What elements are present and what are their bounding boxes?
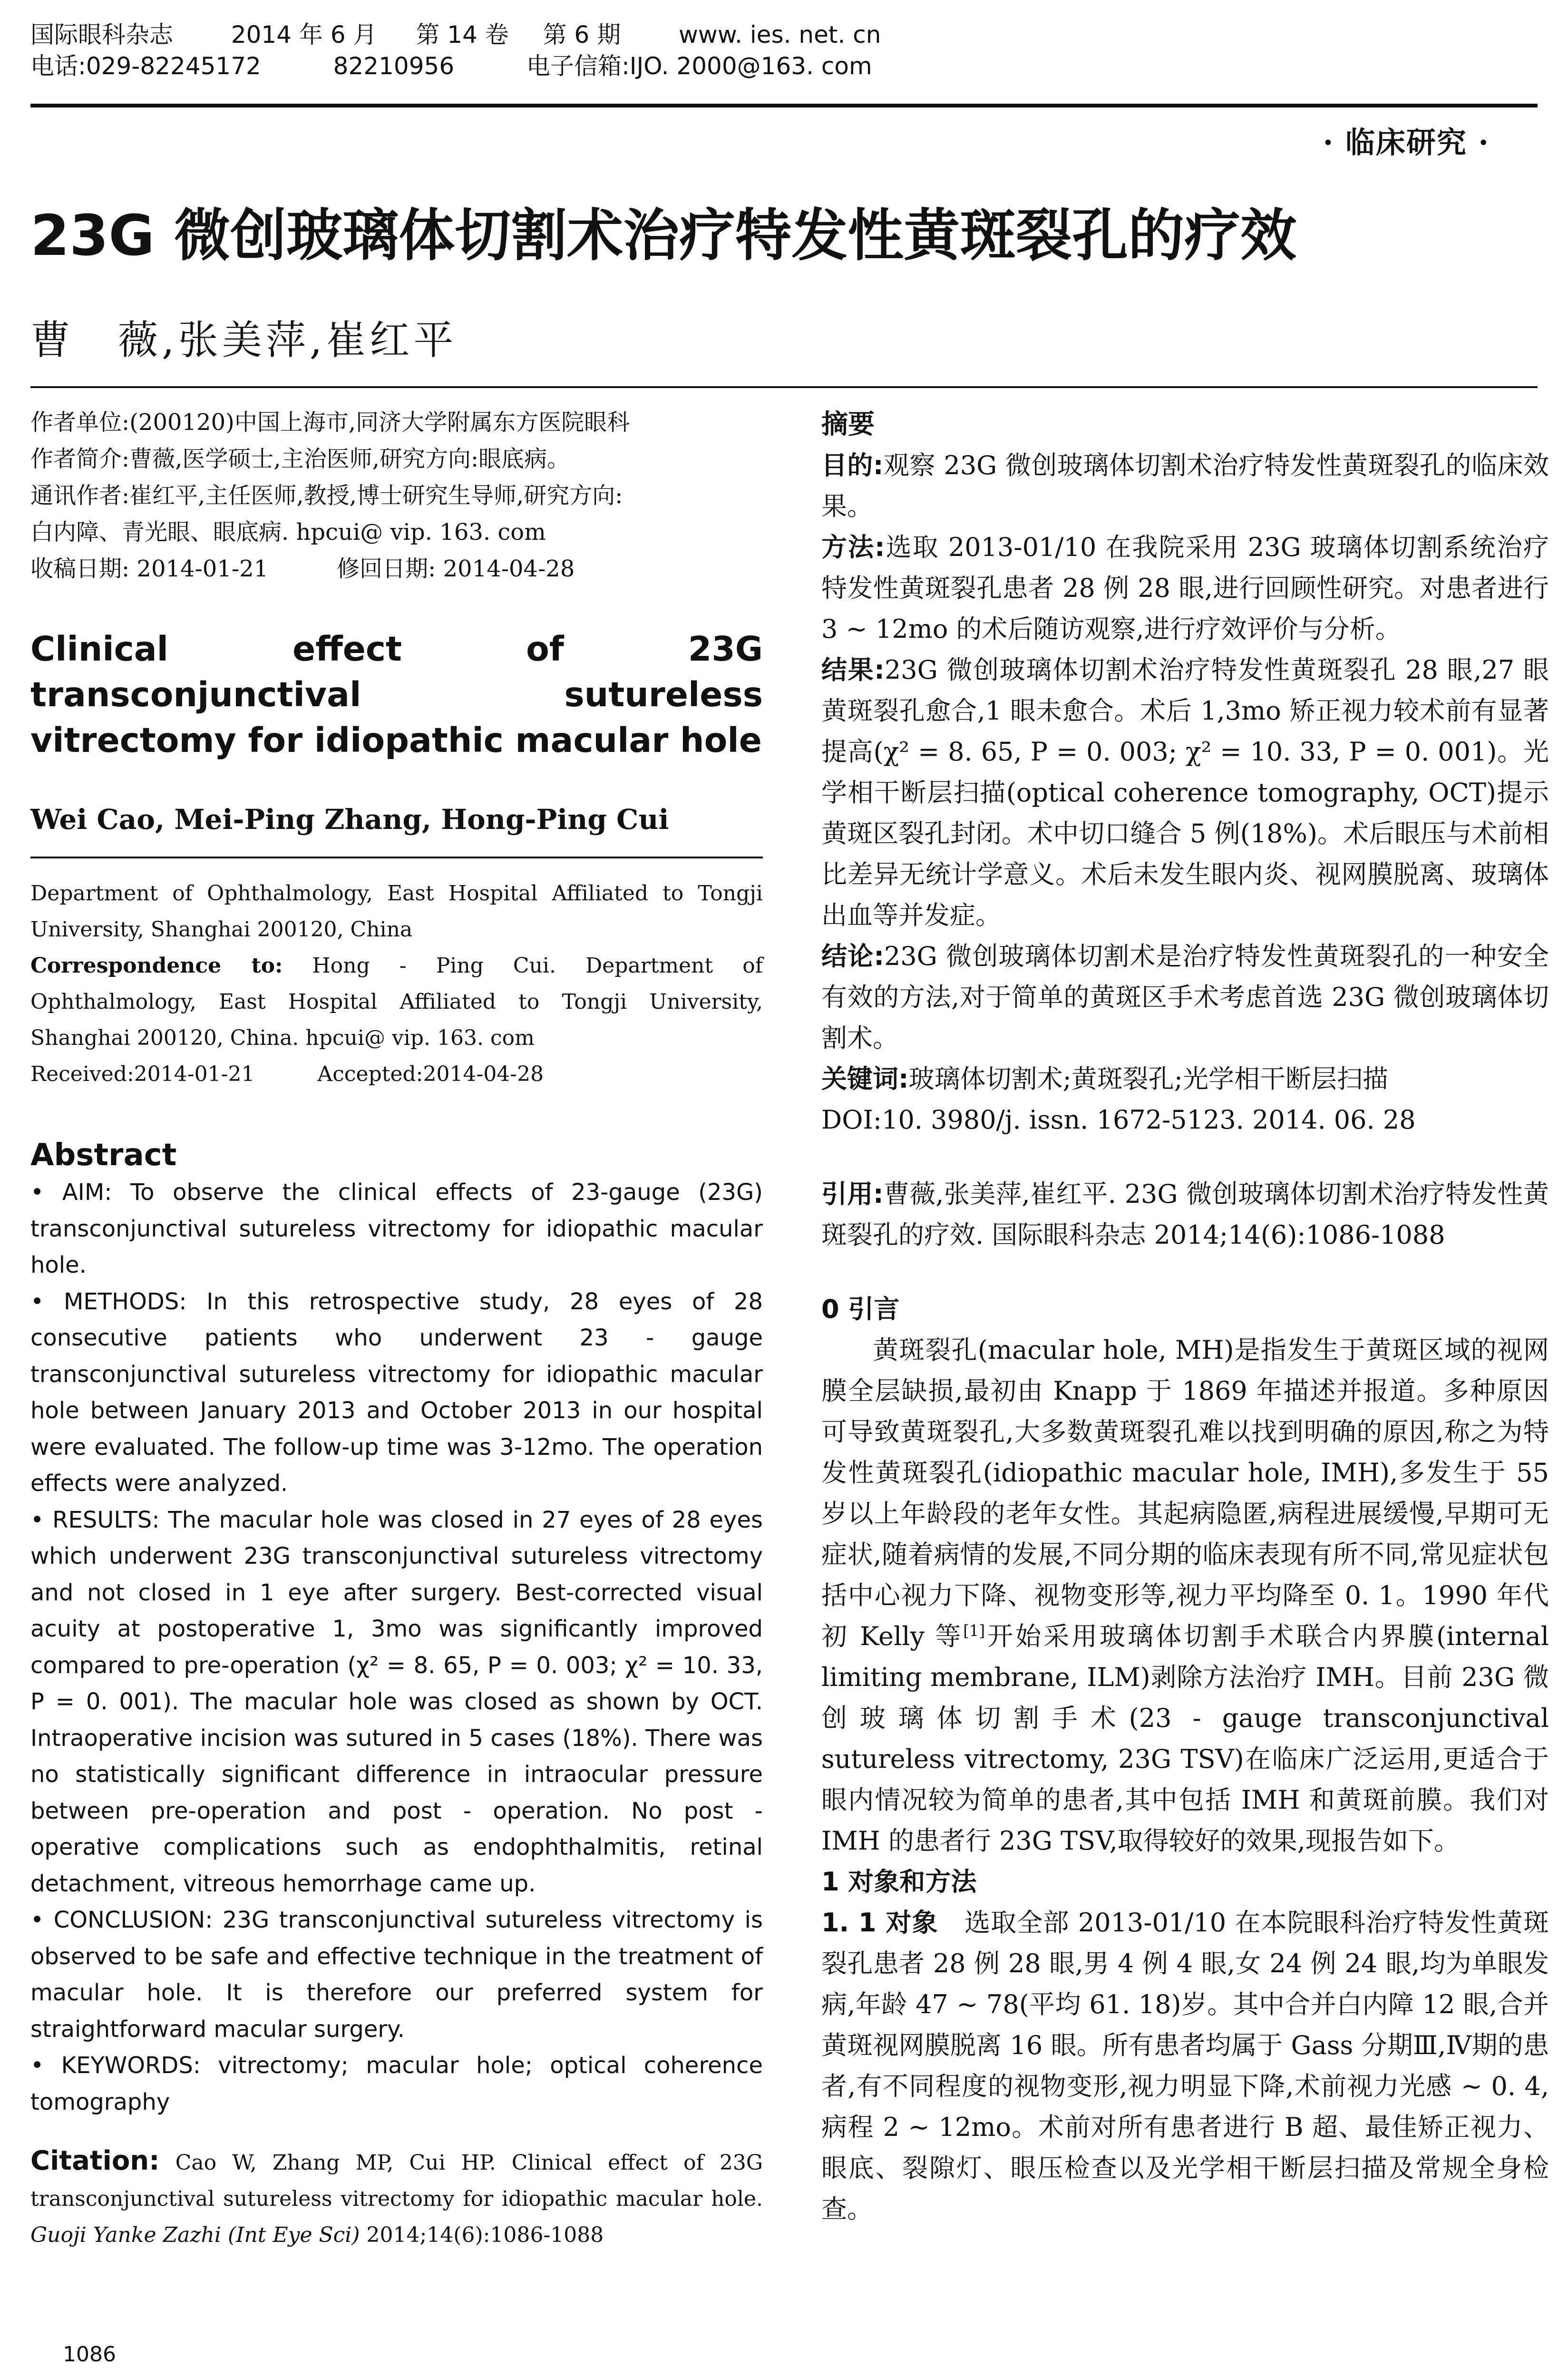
conclusion-text: 23G 微创玻璃体切割术是治疗特发性黄斑裂孔的一种安全有效的方法,对于简单的黄斑区手术考虑首选 23G 微创玻璃体切割术。 [821,941,1549,1053]
doi: DOI:10. 3980/j. issn. 1672-5123. 2014. 06. 28 [821,1105,1416,1135]
article-title: 23G 微创玻璃体切割术治疗特发性黄斑裂孔的疗效 [30,203,1297,268]
abstract-keywords: • KEYWORDS: vitrectomy; macular hole; optical coherence tomography [30,2052,763,2115]
keywords-label: 关键词: [821,1064,909,1094]
english-authors: Wei Cao, Mei-Ping Zhang, Hong-Ping Cui [30,803,669,836]
abstract-results: • RESULTS: The macular hole was closed in 27 eyes of 28 eyes which underwent 23G transconjunctival sutureless vitrectomy and not closed in 1 eye after surgery. Best-corrected visual acuity at postoperative 1, 3mo was significantly improved compared to pre-operation (χ² = 8. 65, P = 0. 003; χ² = 10. 33, P = 0. 001). The macular hole was closed as shown by OCT. Intraoperative incision was sutured in 5 cases (18%). There was no statistically significant difference in intraocular pressure between pre-operation and post - operation. No post - operative complications such as endophthalmitis, retinal detachment, vitreous hemorrhage came up. [30,1506,763,1897]
intro-reference[interactable]: [1] [963,1622,985,1640]
left-column [30,404,763,2253]
citation-en [30,2143,763,2253]
subjects-text: 选取全部 2013-01/10 在本院眼科治疗特发性黄斑裂孔患者 28 例 28 眼,男 4 例 4 眼,女 24 例 24 眼,均为单眼发病,年龄 47 ~ 78(平均 61. 18)岁。其中合并白内障 12 眼,合并黄斑视网膜脱离 16 眼。所有患者均属于 Gass 分期Ⅲ,Ⅳ期的患者,有不同程度的视物变形,视力明显下降,术前视力光感 ~ 0. 4,病程 2 ~ 12mo。术前对所有患者进行 B 超、最佳矫正视力、眼底、裂隙灯、眼压检查以及光学相干断层扫描及常规全身检查。 [821,1908,1549,2224]
intro-text-2: 开始采用玻璃体切割手术联合内界膜(internal limiting membrane, ILM)剥除方法治疗 IMH。目前 23G 微创玻璃体切割手术(23 - gauge transconjunctival sutureless vitrectomy, 23G TSV)在临床广泛运用,更适合于眼内情况较为简单的患者,其中包括 IMH 和黄斑前膜。我们对 IMH 的患者行 23G TSV,取得较好的效果,现报告如下。 [821,1621,1549,1856]
citation-journal: Guoji Yanke Zazhi (Int Eye Sci) [30,2223,360,2247]
right-column [821,404,1549,2230]
email[interactable]: 电子信箱:IJO. 2000@163. com [526,52,872,80]
header-line-1 [30,19,1538,50]
method-label: 方法: [821,532,885,562]
phone: 电话:029-82245172 [30,52,261,80]
introduction [821,1289,1549,2230]
abstract-cn-keywords [821,1059,1549,1100]
citation-cn-label: 引用: [821,1179,884,1209]
received-date-cn: 收稿日期: 2014-01-21 修回日期: 2014-04-28 [30,555,575,582]
correspondence-en [30,948,763,1056]
citation-tail: 2014;14(6):1086-1088 [360,2223,604,2247]
intro-paragraph [821,1330,1549,1861]
author-bio-cn: 作者简介:曹薇,医学硕士,主治医师,研究方向:眼底病。 [30,446,570,472]
english-title: Clinical effect of 23G transconjunctival sutureless vitrectomy for idiopathic macular hole [30,629,763,760]
result-text: 23G 微创玻璃体切割术治疗特发性黄斑裂孔 28 眼,27 眼黄斑裂孔愈合,1 眼未愈合。术后 1,3mo 矫正视力较术前有显著提高(χ² = 8. 65, P = 0. 003; χ² = 10. 33, P = 0. 001)。光学相干断层扫描(optical coherence tomography, OCT)提示黄斑区裂孔封闭。术中切口缝合 5 例(18%)。术后眼压与术前相比差异无统计学意义。术后未发生眼内炎、视网膜脱离、玻璃体出血等并发症。 [821,655,1549,930]
journal-name: 国际眼科杂志 [30,21,173,49]
abstract-methods: • METHODS: In this retrospective study, 28 eyes of 28 consecutive patients who underwent 23 - gauge transconjunctival sutureless vitrectomy for idiopathic macular hole between January 2013 and October 2013 in our hospital were evaluated. The follow-up time was 3-12mo. The operation effects were analyzed. [30,1288,763,1497]
citation-text: Cao W, Zhang MP, Cui HP. Clinical effect of 23G transconjunctival sutureless vitrectomy for idiopathic macular hole. [30,2151,763,2211]
intro-heading: 0 引言 [821,1294,900,1324]
volume: 第 14 卷 [416,21,509,49]
citation-label: Citation: [30,2145,160,2176]
abstract-cn-purpose [821,445,1549,527]
header-line-2 [30,50,1538,82]
correspondence-text: Hong - Ping Cui. Department of Ophthalmology, East Hospital Affiliated to Tongji University, Shanghai 200120, China. hpcui@ vip. 163. com [30,954,763,1050]
citation-cn [821,1174,1549,1256]
abstract-aim: • AIM: To observe the clinical effects of 23-gauge (23G) transconjunctival sutureless vitrectomy for idiopathic macular hole. [30,1179,763,1278]
subjects-paragraph [821,1902,1549,2230]
author-info [30,404,763,587]
method-text: 选取 2013-01/10 在我院采用 23G 玻璃体切割系统治疗特发性黄斑裂孔患者 28 例 28 眼,进行回顾性研究。对患者进行 3 ~ 12mo 的术后随访观察,进行疗效评价与分析。 [821,532,1549,644]
abstract-cn-heading: 摘要 [821,409,875,440]
header-rule [30,104,1538,107]
corresponding-author-cn: 通讯作者:崔红平,主任医师,教授,博士研究生导师,研究方向: [30,482,623,509]
website-link[interactable]: www. ies. net. cn [679,21,881,49]
author-affiliation-cn: 作者单位:(200120)中国上海市,同济大学附属东方医院眼科 [30,409,630,436]
subjects-label: 1. 1 对象 [821,1908,938,1938]
affiliation-block [30,876,763,1092]
intro-text-1: 黄斑裂孔(macular hole, MH)是指发生于黄斑区域的视网膜全层缺损,最初由 Knapp 于 1869 年描述并报道。多种原因可导致黄斑裂孔,大多数黄斑裂孔难以找到明确的原因,称之为特发性黄斑裂孔(idiopathic macular hole, IMH),多发生于 55 岁以上年龄段的老年女性。其起病隐匿,病程进展缓慢,早期可无症状,随着病情的发展,不同分期的临床表现有所不同,常见症状包括中心视力下降、视物变形等,视力平均降至 0. 1。1990 年代初 Kelly 等 [821,1335,1549,1651]
abstract-conclusion: • CONCLUSION: 23G transconjunctival sutureless vitrectomy is observed to be safe and effective technique in the treatment of macular hole. It is therefore our preferred system for straightforward macular surgery. [30,1907,763,2043]
methods-heading: 1 对象和方法 [821,1867,977,1897]
conclusion-label: 结论: [821,941,884,971]
purpose-label: 目的: [821,450,884,480]
corresponding-author-cn-2: 白内障、青光眼、眼底病. hpcui@ vip. 163. com [30,519,546,546]
page-number: 1086 [63,2342,116,2367]
phone-2: 82210956 [333,52,455,80]
abstract-cn-result [821,650,1549,936]
abstract-cn-method [821,527,1549,650]
section-tag: · 临床研究 · [1323,125,1490,160]
title-rule [30,386,1538,388]
issue-date: 2014 年 6 月 [231,21,377,49]
correspondence-label: Correspondence to: [30,954,283,978]
abstract-heading: Abstract [30,1138,177,1173]
purpose-text: 观察 23G 微创玻璃体切割术治疗特发性黄斑裂孔的临床效果。 [821,450,1549,521]
affiliation-en: Department of Ophthalmology, East Hospital Affiliated to Tongji University, Shanghai 200120, China [30,881,763,942]
abstract-cn-conclusion [821,936,1549,1059]
abstract-en [30,1174,763,2120]
journal-header [30,19,1538,82]
authors-cn: 曹 薇,张美萍,崔红平 [30,317,458,363]
issue-number: 第 6 期 [543,21,621,49]
english-authors-rule [30,857,763,858]
keywords-text: 玻璃体切割术;黄斑裂孔;光学相干断层扫描 [908,1064,1388,1094]
result-label: 结果: [821,655,885,685]
received-accepted: Received:2014-01-21 Accepted:2014-04-28 [30,1062,544,1086]
citation-cn-text: 曹薇,张美萍,崔红平. 23G 微创玻璃体切割术治疗特发性黄斑裂孔的疗效. 国际眼科杂志 2014;14(6):1086-1088 [821,1179,1549,1250]
abstract-cn [821,445,1549,1140]
